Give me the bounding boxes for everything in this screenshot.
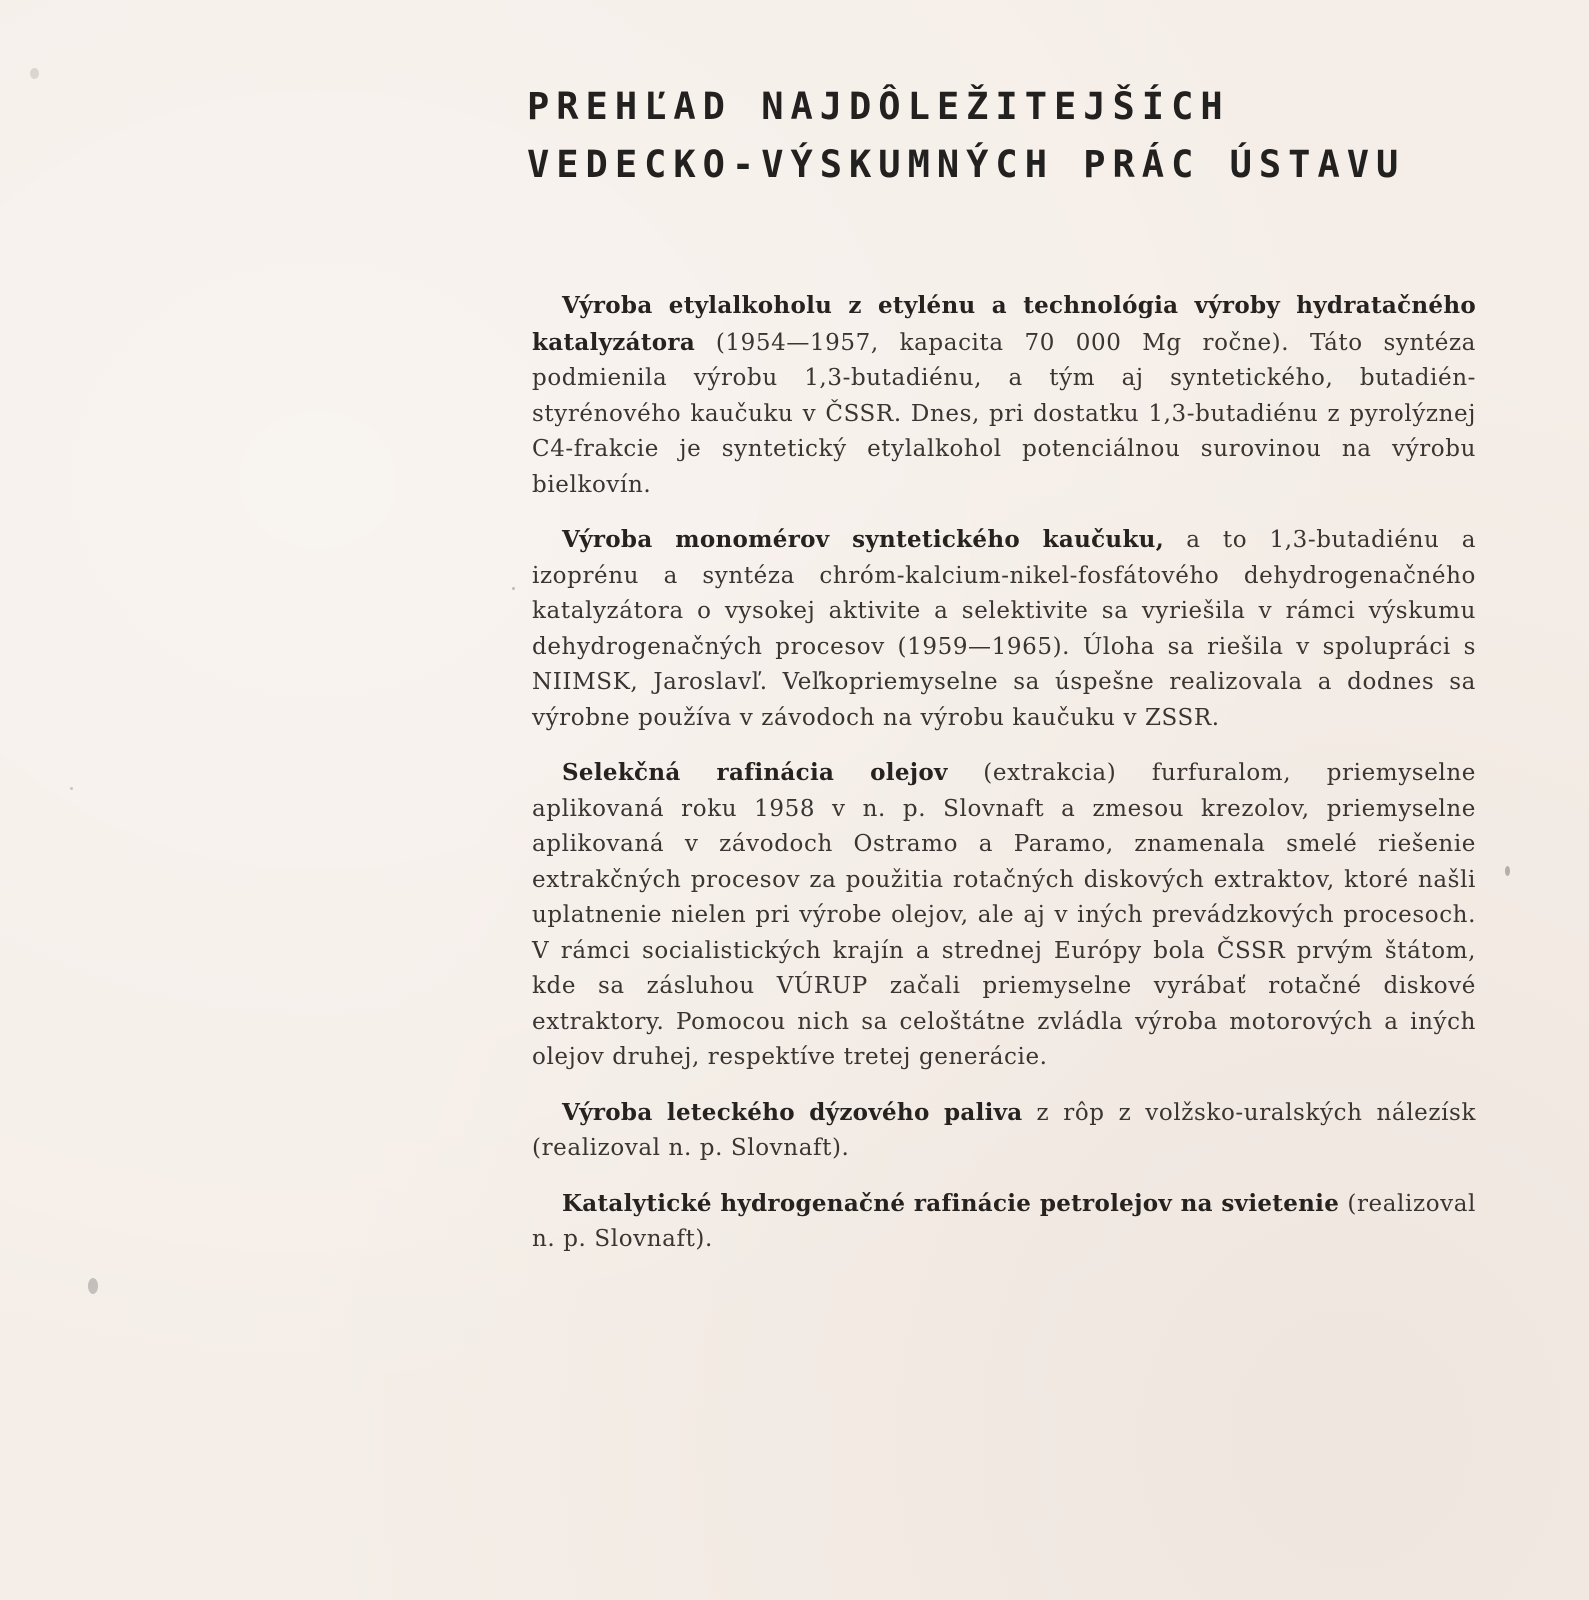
body-text [532, 288, 1476, 1277]
paper-speck [512, 587, 515, 590]
paragraph-kerosene [532, 1186, 1476, 1258]
page-title [527, 78, 1487, 194]
paper-speck [70, 787, 73, 790]
title-line-2: VEDECKO-VÝSKUMNÝCH PRÁC ÚSTAVU [527, 143, 1406, 186]
paragraph-lead: Selekčná rafinácia olejov [562, 759, 948, 786]
paragraph-lead: Výroba leteckého dýzového paliva [562, 1098, 1023, 1126]
paper-speck [30, 68, 39, 79]
paragraph-jet-fuel [532, 1095, 1476, 1167]
paragraph-lead: Výroba etylalkoholu z etylénu a technológia výroby hydratačného katalyzátora [532, 292, 1476, 356]
paragraph-lead: Výroba monomérov syntetického kaučuku, [562, 526, 1165, 553]
paragraph-lead: Katalytické hydrogenačné rafinácie petrolejov na svietenie [562, 1189, 1340, 1217]
paragraph-monomers [532, 522, 1476, 736]
paragraph-text: z rôp z volžsko-uralských nálezísk (realizoval n. p. Slovnaft). [532, 1099, 1476, 1161]
title-line-1: PREHĽAD NAJDÔLEŽITEJŠÍCH [527, 85, 1230, 128]
paragraph-oil-refining [532, 755, 1476, 1076]
paragraph-text: (extrakcia) furfuralom, priemyselne aplikovaná roku 1958 v n. p. Slovnaft a zmesou krezolov, priemyselne aplikovaná v závodoch Ostramo a Paramo, znamenala smelé riešenie extrakčných procesov za použitia rotačných diskových extraktov, ktoré našli uplatnenie nielen pri výrobe olejov, ale aj v iných prevádzkových procesoch. V rámci socialistických krajín a strednej Európy bola ČSSR prvým štátom, kde sa zásluhou VÚRUP začali priemyselne vyrábať rotačné diskové extraktory. Pomocou nich sa celoštátne zvládla výroba motorových a iných olejov druhej, respektíve tretej generácie. [532, 760, 1477, 1070]
paper-speck [88, 1278, 98, 1294]
paragraph-text: a to 1,3-butadiénu a izoprénu a syntéza chróm-kalcium-nikel-fosfátového dehydrogenačného katalyzátora o vysokej aktivite a selektivite sa vyriešila v rámci výskumu dehydrogenačných procesov (1959—1965). Úloha sa riešila v spolupráci s NIIMSK, Jaroslavľ. Veľkopriemyselne sa úspešne realizovala a dodnes sa výrobne používa v závodoch na výrobu kaučuku v ZSSR. [532, 527, 1477, 731]
paragraph-text: (realizoval n. p. Slovnaft). [532, 1190, 1476, 1252]
paragraph-ethanol [532, 288, 1476, 503]
paper-speck [1505, 866, 1510, 876]
paragraph-text: (1954—1957, kapacita 70 000 Mg ročne). Táto syntéza podmienila výrobu 1,3-butadiénu, a tým aj syntetického, butadién-styrénového kaučuku v ČSSR. Dnes, pri dostatku 1,3-butadiénu z pyrolýznej C4-frakcie je syntetický etylalkohol potenciálnou surovinou na výrobu bielkovín. [532, 329, 1476, 498]
